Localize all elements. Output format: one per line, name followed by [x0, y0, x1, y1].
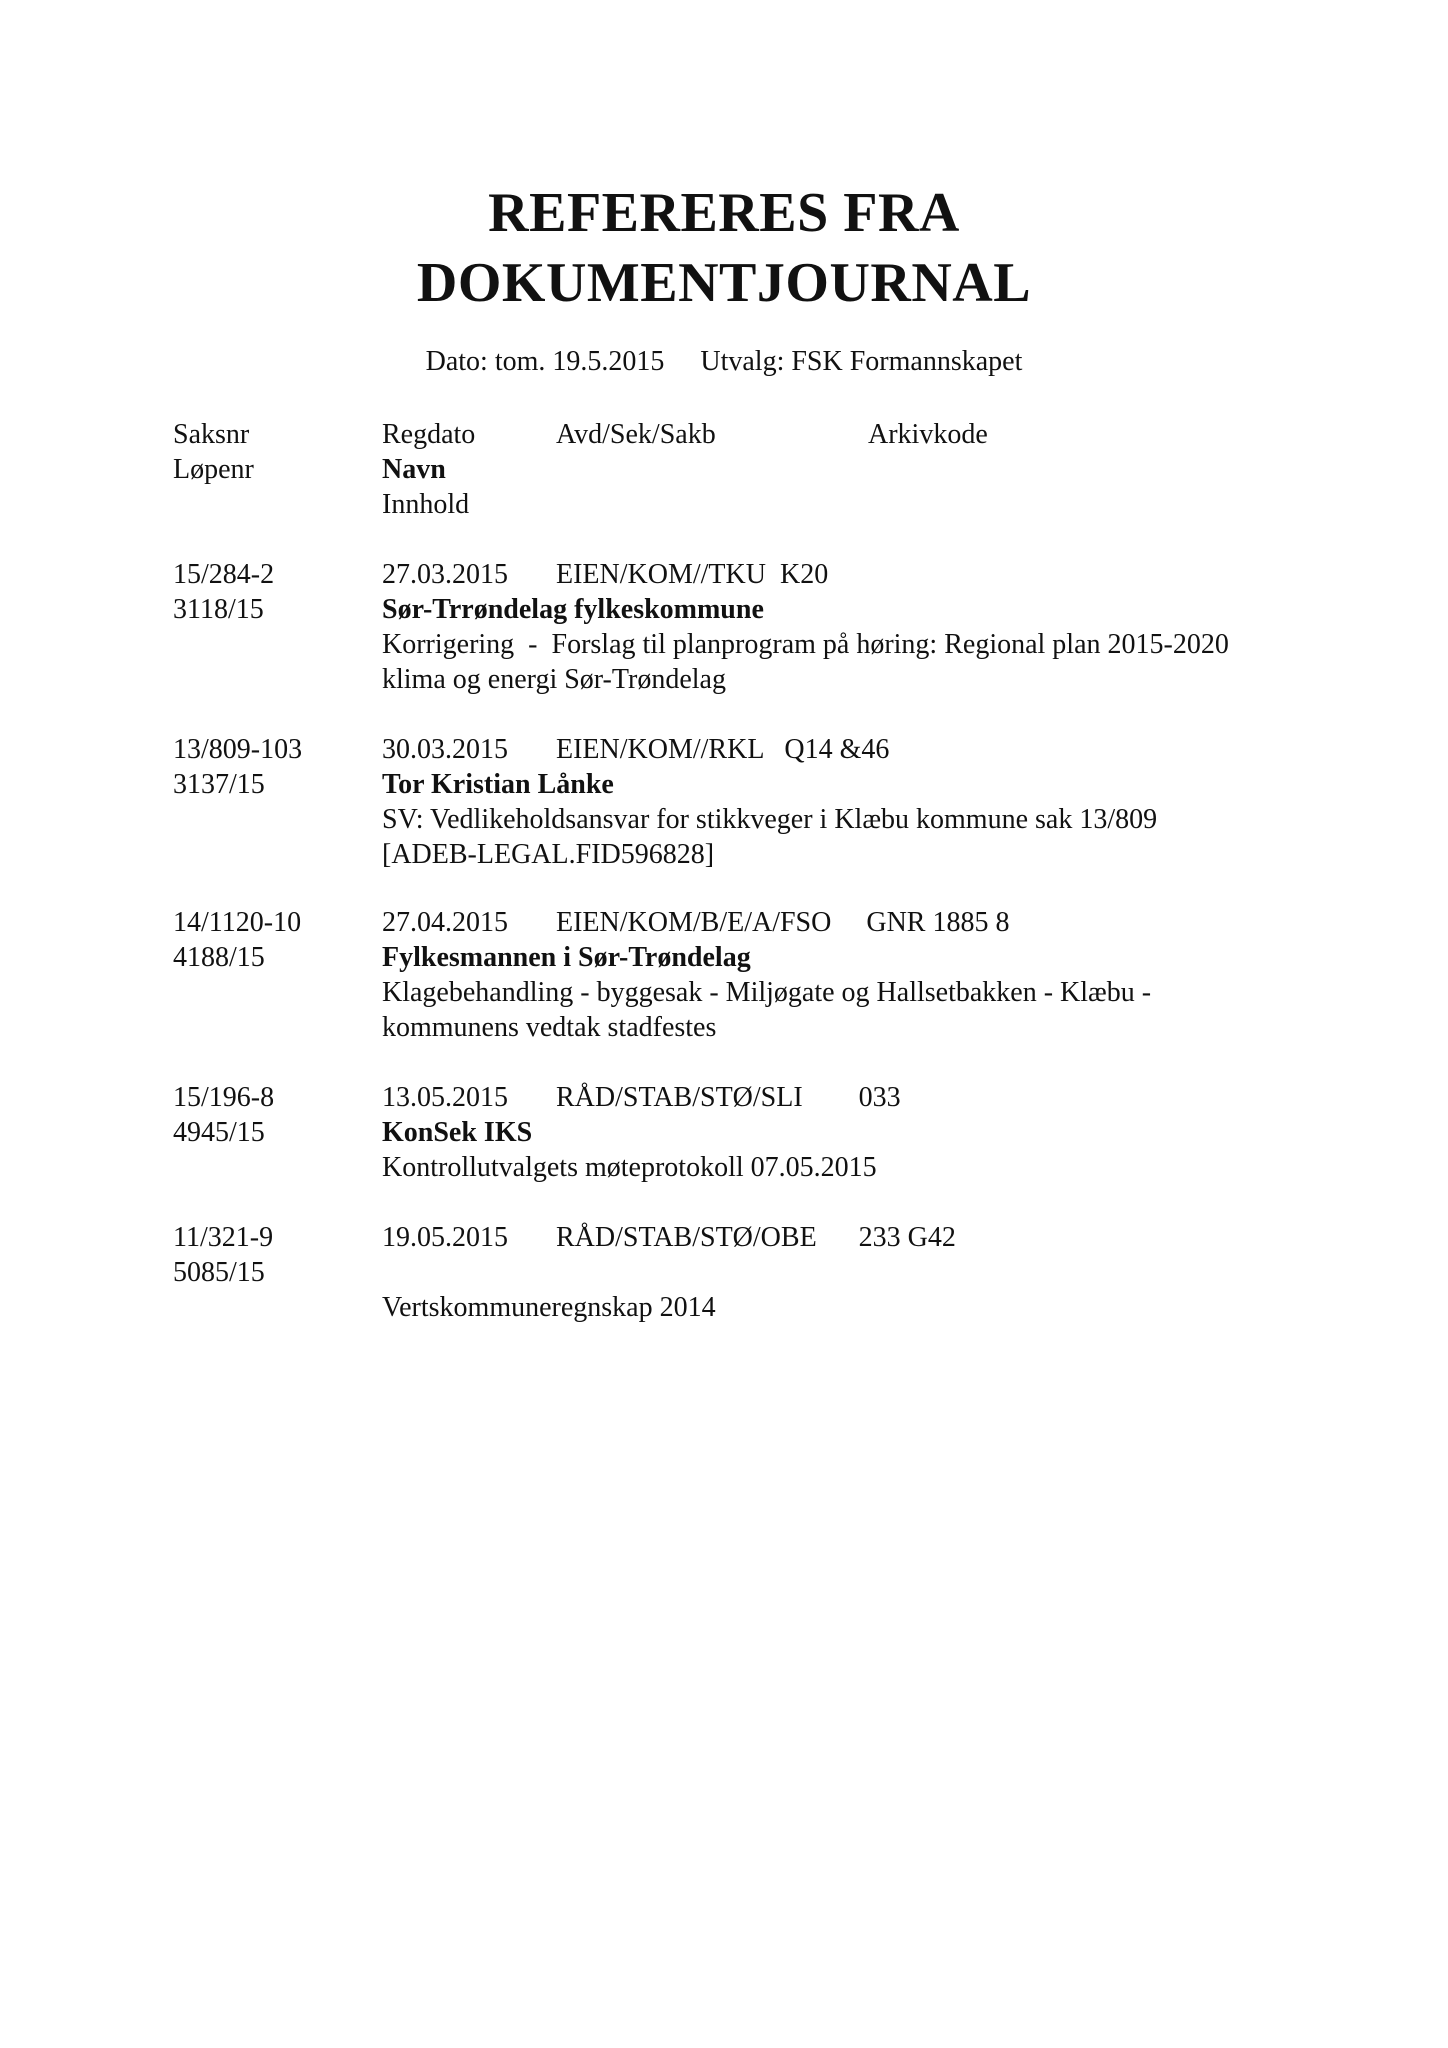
entry-avd-arkivkode: EIEN/KOM//TKU K20	[556, 559, 829, 590]
document-title	[0, 178, 1448, 318]
entry-navn: Tor Kristian Lånke	[382, 769, 614, 800]
header-navn: Navn	[382, 454, 446, 485]
entry-avd-arkivkode: EIEN/KOM//RKL Q14 &46	[556, 734, 890, 765]
title-line-1: REFERERES FRA	[488, 182, 960, 244]
entry-saksnr: 11/321-9	[173, 1222, 274, 1253]
entry-regdato: 30.03.2015	[382, 734, 508, 765]
entry-regdato: 27.03.2015	[382, 559, 508, 590]
entry-innhold-line-1: Kontrollutvalgets møteprotokoll 07.05.2015	[382, 1152, 877, 1183]
title-line-2: DOKUMENTJOURNAL	[416, 252, 1032, 314]
entry-regdato: 13.05.2015	[382, 1082, 508, 1113]
document-subtitle	[0, 345, 1448, 379]
entry-lopenr: 3137/15	[173, 769, 265, 800]
entry-innhold-line-1: Vertskommuneregnskap 2014	[382, 1292, 716, 1323]
entry-regdato: 27.04.2015	[382, 907, 508, 938]
entry-saksnr: 14/1120-10	[173, 907, 302, 938]
entry-saksnr: 15/284-2	[173, 559, 275, 590]
header-arkivkode: Arkivkode	[868, 419, 988, 450]
header-saksnr: Saksnr	[173, 419, 250, 450]
entry-navn: Sør-Trrøndelag fylkeskommune	[382, 594, 764, 625]
entry-regdato: 19.05.2015	[382, 1222, 508, 1253]
header-regdato: Regdato	[382, 419, 476, 450]
committee-label: Utvalg: FSK Formannskapet	[700, 346, 1023, 377]
entry-innhold-line-2: [ADEB-LEGAL.FID596828]	[382, 839, 715, 870]
header-innhold: Innhold	[382, 489, 470, 520]
entry-innhold-line-1: Korrigering - Forslag til planprogram på høring: Regional plan 2015-2020	[382, 629, 1229, 660]
entry-avd-arkivkode: RÅD/STAB/STØ/SLI 033	[556, 1082, 901, 1113]
entry-avd-arkivkode: EIEN/KOM/B/E/A/FSO GNR 1885 8	[556, 907, 1010, 938]
header-lopenr: Løpenr	[173, 454, 254, 485]
entry-innhold-line-2: kommunens vedtak stadfestes	[382, 1012, 717, 1043]
entry-lopenr: 4188/15	[173, 942, 265, 973]
date-label: Dato: tom. 19.5.2015	[425, 346, 665, 377]
entry-saksnr: 13/809-103	[173, 734, 303, 765]
entry-navn: Fylkesmannen i Sør-Trøndelag	[382, 942, 751, 973]
entry-lopenr: 5085/15	[173, 1257, 265, 1288]
entry-innhold-line-2: klima og energi Sør-Trøndelag	[382, 664, 726, 695]
entry-saksnr: 15/196-8	[173, 1082, 275, 1113]
header-avd-sek-sakb: Avd/Sek/Sakb	[556, 419, 716, 450]
entry-avd-arkivkode: RÅD/STAB/STØ/OBE 233 G42	[556, 1222, 956, 1253]
entry-lopenr: 4945/15	[173, 1117, 265, 1148]
entry-lopenr: 3118/15	[173, 594, 264, 625]
entry-navn: KonSek IKS	[382, 1117, 533, 1148]
entry-innhold-line-1: Klagebehandling - byggesak - Miljøgate og Hallsetbakken - Klæbu -	[382, 977, 1152, 1008]
entry-innhold-line-1: SV: Vedlikeholdsansvar for stikkveger i Klæbu kommune sak 13/809	[382, 804, 1158, 835]
